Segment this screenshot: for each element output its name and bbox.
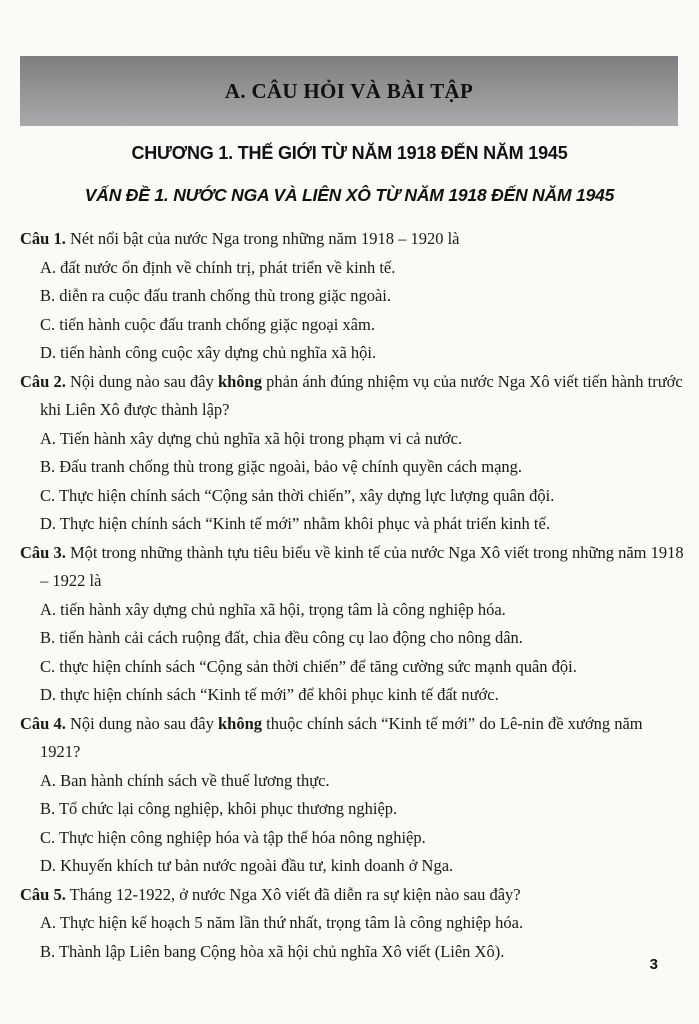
question-stem (20, 225, 684, 254)
option-a: A. Thực hiện kế hoạch 5 năm lần thứ nhất, trọng tâm là công nghiệp hóa. (40, 913, 524, 932)
question-list (20, 225, 684, 966)
page-number: 3 (649, 956, 658, 973)
question-label: Câu 1. (20, 229, 66, 248)
option-a: A. Tiến hành xây dựng chủ nghĩa xã hội trong phạm vi cả nước. (40, 428, 463, 448)
option-b: B. Đấu tranh chống thù trong giặc ngoài, bảo vệ chính quyền cách mạng. (40, 457, 523, 476)
option-a: A. tiến hành xây dựng chủ nghĩa xã hội, trọng tâm là công nghiệp hóa. (40, 599, 506, 619)
question-1 (20, 225, 684, 368)
option-c: C. Thực hiện công nghiệp hóa và tập thể hóa nông nghiệp. (40, 827, 426, 847)
option-c: C. thực hiện chính sách “Cộng sản thời chiến” để tăng cường sức mạnh quân đội. (40, 656, 577, 676)
question-label: Câu 4. (20, 713, 66, 733)
part-title: A. CÂU HỎI VÀ BÀI TẬP (224, 78, 474, 103)
part-banner (20, 56, 678, 126)
stem-text: Nét nổi bật của nước Nga trong những năm 1918 – 1920 là (65, 229, 460, 248)
option-b: B. Tổ chức lại công nghiệp, khôi phục thương nghiệp. (40, 799, 398, 818)
question-5 (20, 881, 684, 967)
option-a: A. đất nước ổn định về chính trị, phát triển về kinh tế. (40, 257, 396, 277)
question-label: Câu 5. (20, 884, 66, 904)
option-d: D. Khuyến khích tư bản nước ngoài đầu tư, kinh doanh ở Nga. (40, 856, 454, 875)
stem-emphasis: không (218, 371, 263, 391)
chapter-title: CHƯƠNG 1. THẾ GIỚI TỪ NĂM 1918 ĐẾN NĂM 1945 (131, 143, 568, 163)
question-stem (20, 539, 684, 596)
question-2 (20, 368, 684, 539)
option-a: A. Ban hành chính sách về thuế lương thực. (40, 770, 330, 790)
section-title: VẤN ĐỀ 1. NƯỚC NGA VÀ LIÊN XÔ TỪ NĂM 1918 ĐẾN NĂM 1945 (84, 185, 615, 205)
option-b: B. diễn ra cuộc đấu tranh chống thù trong giặc ngoài. (40, 286, 391, 305)
option-b: B. tiến hành cải cách ruộng đất, chia đều công cụ lao động cho nông dân. (40, 628, 523, 647)
option-c: C. Thực hiện chính sách “Cộng sản thời chiến”, xây dựng lực lượng quân đội. (40, 485, 555, 505)
question-label: Câu 2. (20, 371, 66, 391)
option-b: B. Thành lập Liên bang Cộng hòa xã hội chủ nghĩa Xô viết (Liên Xô). (40, 941, 505, 961)
question-label: Câu 3. (20, 542, 66, 562)
option-c: C. tiến hành cuộc đấu tranh chống giặc ngoại xâm. (40, 314, 375, 334)
stem-text-continued: phản ánh đúng nhiệm vụ của nước Nga Xô viết tiến hành trước khi Liên Xô được thành lập? (40, 371, 683, 419)
stem-emphasis: không (218, 713, 263, 733)
stem-text: Tháng 12-1922, ở nước Nga Xô viết đã diễn ra sự kiện nào sau đây? (65, 884, 521, 904)
option-d: D. tiến hành công cuộc xây dựng chủ nghĩa xã hội. (40, 343, 377, 362)
option-d: D. thực hiện chính sách “Kinh tế mới” để khôi phục kinh tế đất nước. (40, 685, 499, 704)
stem-text: Một trong những thành tựu tiêu biểu về kinh tế của nước Nga Xô viết trong những năm 1918 – 1922 là (40, 542, 684, 590)
question-4 (20, 710, 684, 881)
question-stem (20, 368, 684, 425)
question-3 (20, 539, 684, 710)
question-stem (20, 881, 684, 910)
option-d: D. Thực hiện chính sách “Kinh tế mới” nhằm khôi phục và phát triển kinh tế. (40, 514, 550, 533)
stem-text-continued: thuộc chính sách “Kinh tế mới” do Lê-nin đề xướng năm 1921? (40, 713, 643, 761)
stem-text: Nội dung nào sau đây (65, 713, 218, 733)
stem-text: Nội dung nào sau đây (65, 371, 218, 391)
question-stem (20, 710, 684, 767)
